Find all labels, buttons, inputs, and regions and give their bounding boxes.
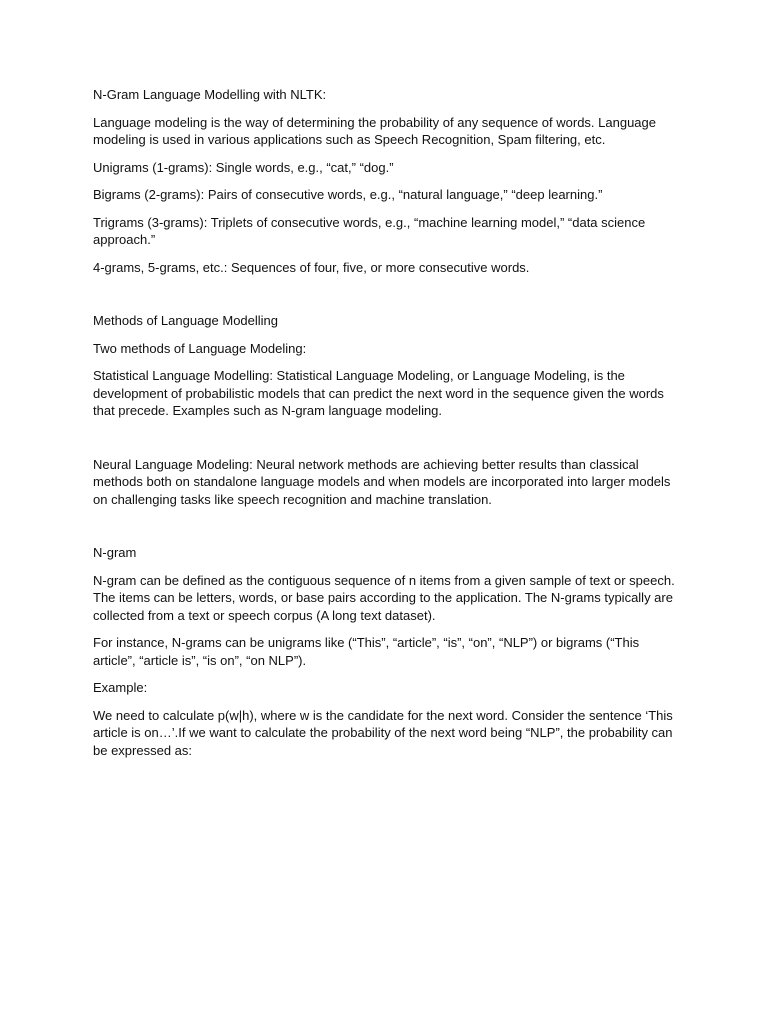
methods-heading: Methods of Language Modelling <box>93 313 279 328</box>
ngram-instance: For instance, N-grams can be unigrams like (“This”, “article”, “is”, “on”, “NLP”) or bigrams (“This article”, “article is”, “is on”, “on NLP”). <box>93 635 640 668</box>
unigrams-paragraph: Unigrams (1-grams): Single words, e.g., “cat,” “dog.” <box>93 159 394 175</box>
trigrams-paragraph: Trigrams (3-grams): Triplets of consecutive words, e.g., “machine learning model,” “data science approach.” <box>93 214 646 247</box>
intro-paragraph: Language modeling is the way of determining the probability of any sequence of words. Language modeling is used in various applications such as Speech Recognition, Spam filtering, etc. <box>93 114 656 147</box>
bigrams-paragraph: Bigrams (2-grams): Pairs of consecutive words, e.g., “natural language,” “deep learning.” <box>93 187 603 202</box>
statistical-paragraph: Statistical Language Modelling: Statistical Language Modeling, or Language Modeling, is the development of probabilistic models that can predict the next word in the sequence given the words that precede. Examples such as N-gram language modeling. <box>93 368 664 418</box>
ngrams-paragraph: 4-grams, 5-grams, etc.: Sequences of four, five, or more consecutive words. <box>93 259 530 275</box>
neural-paragraph: Neural Language Modeling: Neural network methods are achieving better results than classical methods both on standalone language models and when models are incorporated into larger models on challenging tasks like speech recognition and machine translation. <box>93 456 671 507</box>
doc-title: N-Gram Language Modelling with NLTK: <box>93 87 327 102</box>
ngram-definition: N-gram can be defined as the contiguous sequence of n items from a given sample of text or speech. The items can be letters, words, or base pairs according to the application. The N-grams typically are collected from a text or speech corpus (A long text dataset). <box>93 572 675 623</box>
example-paragraph: We need to calculate p(w|h), where w is the candidate for the next word. Consider the sentence ‘This article is on…’.If we want to calculate the probability of the next word being “NLP”, the probability can be expressed as: <box>93 707 673 758</box>
methods-intro: Two methods of Language Modeling: <box>93 340 307 356</box>
ngram-heading: N-gram <box>93 545 137 560</box>
example-label: Example: <box>93 680 148 695</box>
document-page <box>93 86 683 769</box>
